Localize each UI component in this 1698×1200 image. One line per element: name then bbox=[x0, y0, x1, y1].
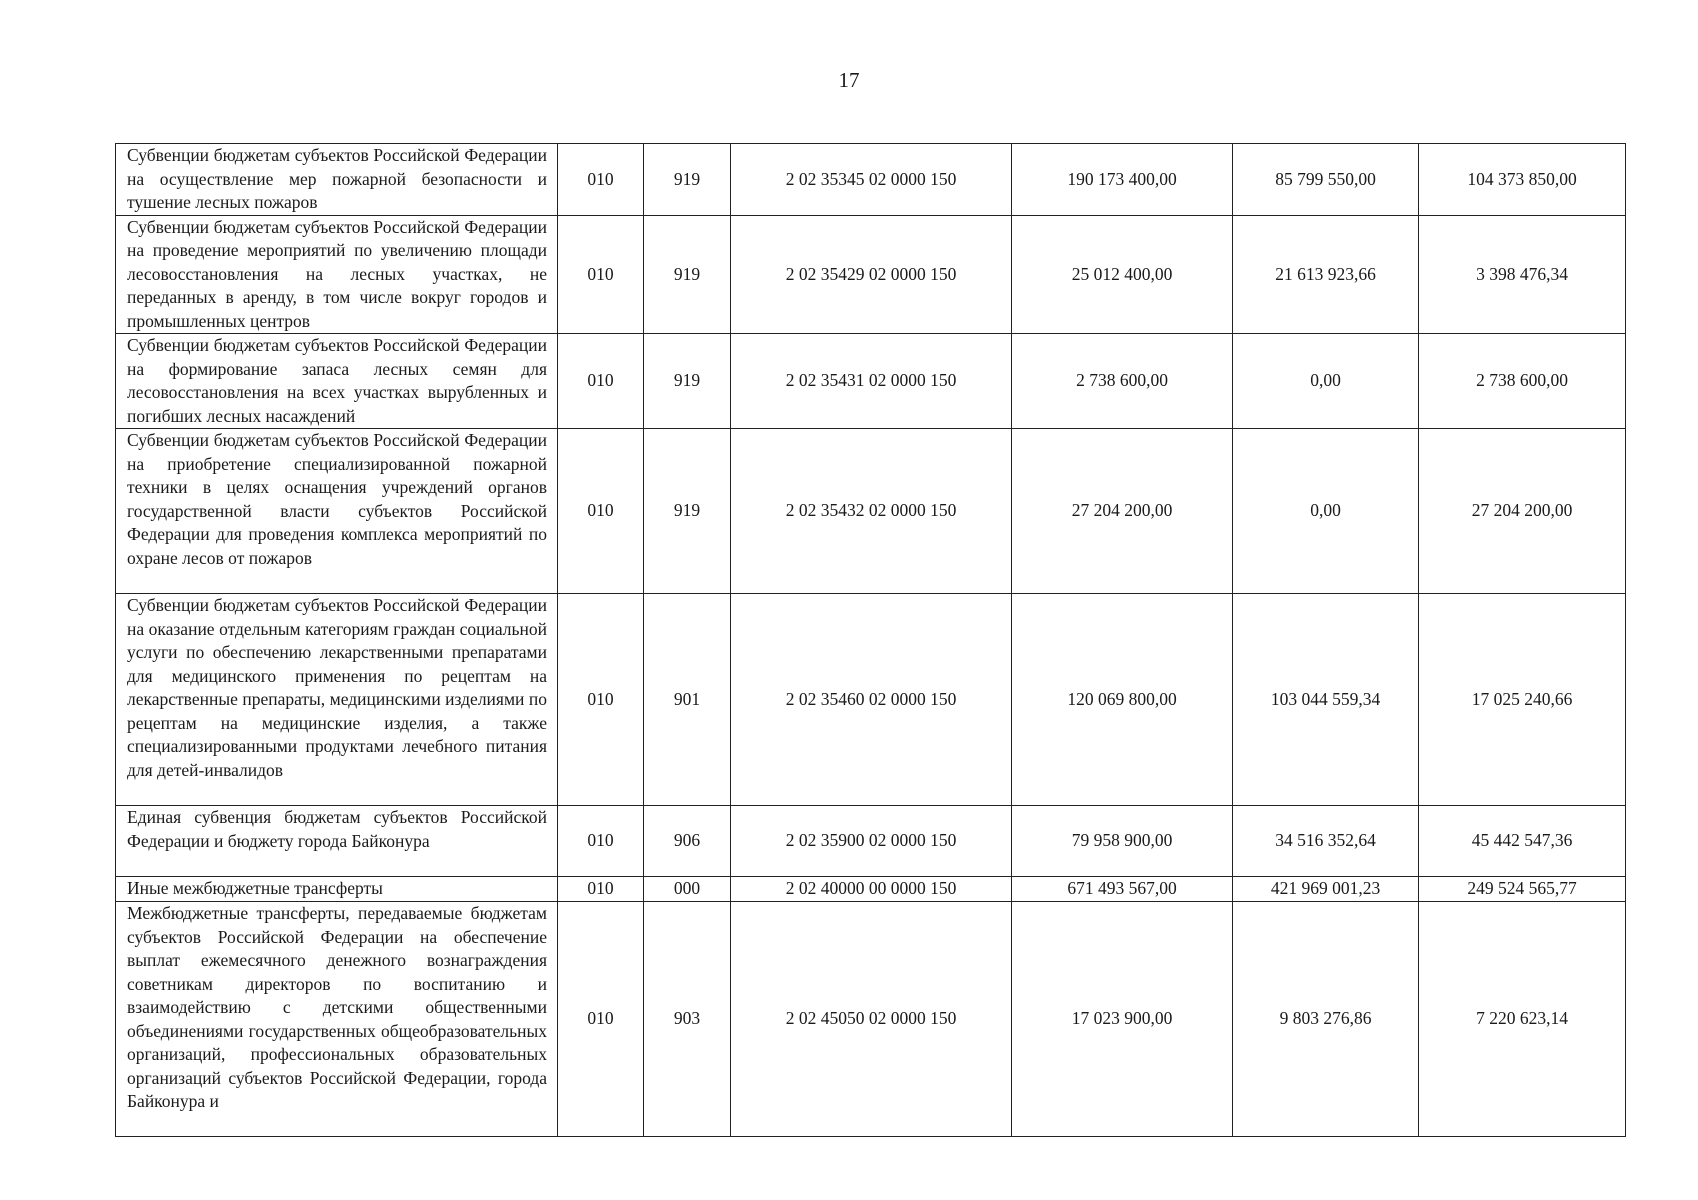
table-row bbox=[116, 902, 1626, 1137]
row-value-3: 7 220 623,14 bbox=[1419, 902, 1626, 1137]
row-code: 2 02 45050 02 0000 150 bbox=[731, 902, 1012, 1137]
table-row bbox=[116, 429, 1626, 594]
row-value-3: 3 398 476,34 bbox=[1419, 215, 1626, 334]
table-row bbox=[116, 877, 1626, 902]
row-section: 010 bbox=[558, 594, 644, 806]
row-value-2: 421 969 001,23 bbox=[1233, 877, 1419, 902]
page-number: 17 bbox=[838, 68, 860, 92]
row-admin: 901 bbox=[644, 594, 731, 806]
row-admin: 919 bbox=[644, 215, 731, 334]
row-value-2: 85 799 550,00 bbox=[1233, 144, 1419, 216]
row-code: 2 02 40000 00 0000 150 bbox=[731, 877, 1012, 902]
row-section: 010 bbox=[558, 429, 644, 594]
row-value-3: 27 204 200,00 bbox=[1419, 429, 1626, 594]
row-code: 2 02 35429 02 0000 150 bbox=[731, 215, 1012, 334]
row-value-1: 27 204 200,00 bbox=[1012, 429, 1233, 594]
table-row bbox=[116, 806, 1626, 877]
table-row bbox=[116, 594, 1626, 806]
budget-table bbox=[115, 143, 1626, 1137]
row-value-2: 34 516 352,64 bbox=[1233, 806, 1419, 877]
row-section: 010 bbox=[558, 877, 644, 902]
row-value-2: 0,00 bbox=[1233, 429, 1419, 594]
row-description: Единая субвенция бюджетам субъектов Российской Федерации и бюджету города Байконура bbox=[116, 806, 558, 877]
row-description: Субвенции бюджетам субъектов Российской Федерации на проведение мероприятий по увеличению площади лесовосстановления на лесных участках, не переданных в аренду, в том числе вокруг городов и промышленных центров bbox=[116, 215, 558, 334]
row-description: Субвенции бюджетам субъектов Российской Федерации на формирование запаса лесных семян для лесовосстановления на всех участках вырубленных и погибших лесных насаждений bbox=[116, 334, 558, 429]
row-description: Иные межбюджетные трансферты bbox=[116, 877, 558, 902]
row-value-1: 25 012 400,00 bbox=[1012, 215, 1233, 334]
row-value-2: 9 803 276,86 bbox=[1233, 902, 1419, 1137]
row-description: Субвенции бюджетам субъектов Российской Федерации на осуществление мер пожарной безопасности и тушение лесных пожаров bbox=[116, 144, 558, 216]
row-value-1: 671 493 567,00 bbox=[1012, 877, 1233, 902]
row-description: Субвенции бюджетам субъектов Российской Федерации на приобретение специализированной пожарной техники в целях оснащения учреждений органов государственной власти субъектов Российской Федерации для проведения комплекса мероприятий по охране лесов от пожаров bbox=[116, 429, 558, 594]
row-description: Межбюджетные трансферты, передаваемые бюджетам субъектов Российской Федерации на обеспечение выплат ежемесячного денежного вознаграждения советникам директоров по воспитанию и взаимодействию с детскими общественными объединениями государственных общеобразовательных организаций, профессиональных образовательных организаций субъектов Российской Федерации, города Байконура и bbox=[116, 902, 558, 1137]
row-admin: 919 bbox=[644, 429, 731, 594]
row-value-1: 79 958 900,00 bbox=[1012, 806, 1233, 877]
row-section: 010 bbox=[558, 806, 644, 877]
row-value-3: 104 373 850,00 bbox=[1419, 144, 1626, 216]
row-value-3: 2 738 600,00 bbox=[1419, 334, 1626, 429]
row-value-3: 17 025 240,66 bbox=[1419, 594, 1626, 806]
row-value-1: 190 173 400,00 bbox=[1012, 144, 1233, 216]
row-value-1: 120 069 800,00 bbox=[1012, 594, 1233, 806]
row-value-3: 45 442 547,36 bbox=[1419, 806, 1626, 877]
row-code: 2 02 35900 02 0000 150 bbox=[731, 806, 1012, 877]
row-value-2: 0,00 bbox=[1233, 334, 1419, 429]
row-admin: 903 bbox=[644, 902, 731, 1137]
row-section: 010 bbox=[558, 902, 644, 1137]
row-value-1: 17 023 900,00 bbox=[1012, 902, 1233, 1137]
table-row bbox=[116, 144, 1626, 216]
row-section: 010 bbox=[558, 334, 644, 429]
table-row bbox=[116, 334, 1626, 429]
row-value-2: 103 044 559,34 bbox=[1233, 594, 1419, 806]
row-section: 010 bbox=[558, 144, 644, 216]
row-description: Субвенции бюджетам субъектов Российской Федерации на оказание отдельным категориям граждан социальной услуги по обеспечению лекарственными препаратами для медицинского применения по рецептам на лекарственные препараты, медицинскими изделиями по рецептам на медицинские изделия, а также специализированными продуктами лечебного питания для детей-инвалидов bbox=[116, 594, 558, 806]
row-admin: 919 bbox=[644, 334, 731, 429]
row-admin: 919 bbox=[644, 144, 731, 216]
row-code: 2 02 35431 02 0000 150 bbox=[731, 334, 1012, 429]
row-code: 2 02 35460 02 0000 150 bbox=[731, 594, 1012, 806]
row-section: 010 bbox=[558, 215, 644, 334]
row-admin: 000 bbox=[644, 877, 731, 902]
table-row bbox=[116, 215, 1626, 334]
row-admin: 906 bbox=[644, 806, 731, 877]
row-value-2: 21 613 923,66 bbox=[1233, 215, 1419, 334]
row-code: 2 02 35345 02 0000 150 bbox=[731, 144, 1012, 216]
row-value-3: 249 524 565,77 bbox=[1419, 877, 1626, 902]
row-value-1: 2 738 600,00 bbox=[1012, 334, 1233, 429]
row-code: 2 02 35432 02 0000 150 bbox=[731, 429, 1012, 594]
